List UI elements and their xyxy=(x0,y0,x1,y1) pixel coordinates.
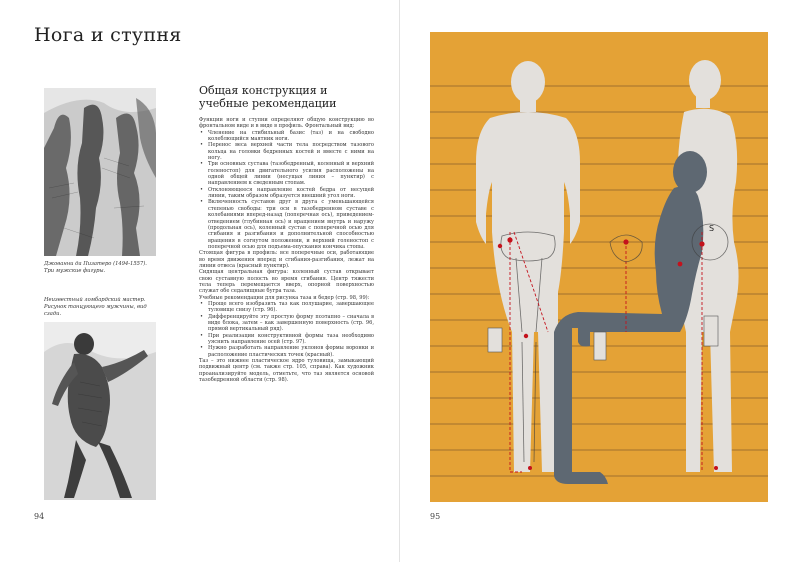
paragraph-profile: Стоящая фигура в профиль: все поперечные оси, работающие во время движения вперед и сгибания-разгибания, лежат на линии отвеса (красный пунктир). xyxy=(199,250,374,269)
anatomy-plate xyxy=(430,32,768,502)
list-item: • Дифференцируйте эту простую форму поэтапно – сначала в виде блока, затем – как завершенную поверхность (стр. 96, прямой вертикальный ряд). xyxy=(199,314,374,333)
caption-figure-1: Джованни да Пизатеро (1494-1557). Три мужские фигуры. xyxy=(44,261,147,274)
list-item: • Нужно разработать направление уклонов формы воронки и расположение пластических точек (красный). xyxy=(199,345,374,358)
bullet-list-2 xyxy=(199,301,374,358)
intro-paragraph: Функции ноги и ступни определяют общую конструкцию во фронтальном виде и в виде в профиль. Фронтальный вид: xyxy=(199,117,374,130)
drawing-dancing-man-back-view xyxy=(44,322,156,500)
list-item: • Перенос веса верхней части тела посредством тазового кольца на головки бедренных костей и вместе с ними на ногу. xyxy=(199,142,374,161)
list-item: • Отклоняющееся направление костей бедра от несущей линии, таким образом образуется внешний угол ноги. xyxy=(199,187,374,200)
drawing-three-male-figures xyxy=(44,88,156,256)
bullet-list-1 xyxy=(199,130,374,251)
paragraph-sitting: Сидящая центральная фигура: коленный сустав открывает свою суставную полость во время сгибания. Центр тяжести тела теперь перемещается вверх, опорной поверхностью служат обе седалищные бугра таза. xyxy=(199,269,374,295)
leg-construction-illustration xyxy=(430,32,768,502)
page-title: Нога и ступня xyxy=(34,24,182,46)
caption-figure-2: Неизвестный ломбардский мастер. Рисунок танцующего мужчины, вид сзади. xyxy=(44,297,147,317)
page-number-left: 94 xyxy=(34,512,45,521)
list-item: • Включенность суставов друг в друга с уменьшающейся степенью свободы: три оси в тазобедренном суставе с колебаниями вперед-назад (поперечная ось), приведением-отведением (глубинная ось) и вращением внутрь и наружу (продольная ось), коленный сустав с поперечной осью для сгибания и разгибания и дополнительной способностью вращения в согнутом положении, и верхний голеностоп с поперечной осью для подъема-опускания кончика стопы. xyxy=(199,199,374,250)
list-item: • Проще всего изобразить таз как полушарие, завершающее туловище снизу (стр. 96). xyxy=(199,301,374,314)
paragraph-pelvis: Таз – это нижнее пластическое ядро туловища, замыкающий подвижный центр (см. также стр. 105, справа). Как художник проанализируйте модель, отметьте, что таз является основой тазобедренной области (стр. 98). xyxy=(199,358,374,384)
list-item: • При реализации конструктивной формы таза необходимо уяснить направление осей (стр. 97). xyxy=(199,333,374,346)
list-item: • Членение на стибильный базис (таз) и на свободно колеблющийся маятник ноги. xyxy=(199,130,374,143)
paragraph-recommendations: Учебные рекомендации для рисунка таза и бедер (стр. 98, 99): xyxy=(199,294,370,301)
list-item: • Три основных сустава (тазобедренный, коленный и верхний голеностоп) для двигательного усилия расположены на одной общей линии (несущая линия – пунктир) с направлением к сведенным стопам. xyxy=(199,161,374,186)
plate-letter-s: S xyxy=(709,224,715,233)
page-number-right: 95 xyxy=(430,512,441,521)
engraving-dancing-man-image xyxy=(44,322,156,500)
body-text xyxy=(199,117,374,383)
section-title: Общая конструкция и учебные рекомендации xyxy=(199,84,337,110)
engraving-three-figures-image xyxy=(44,88,156,256)
